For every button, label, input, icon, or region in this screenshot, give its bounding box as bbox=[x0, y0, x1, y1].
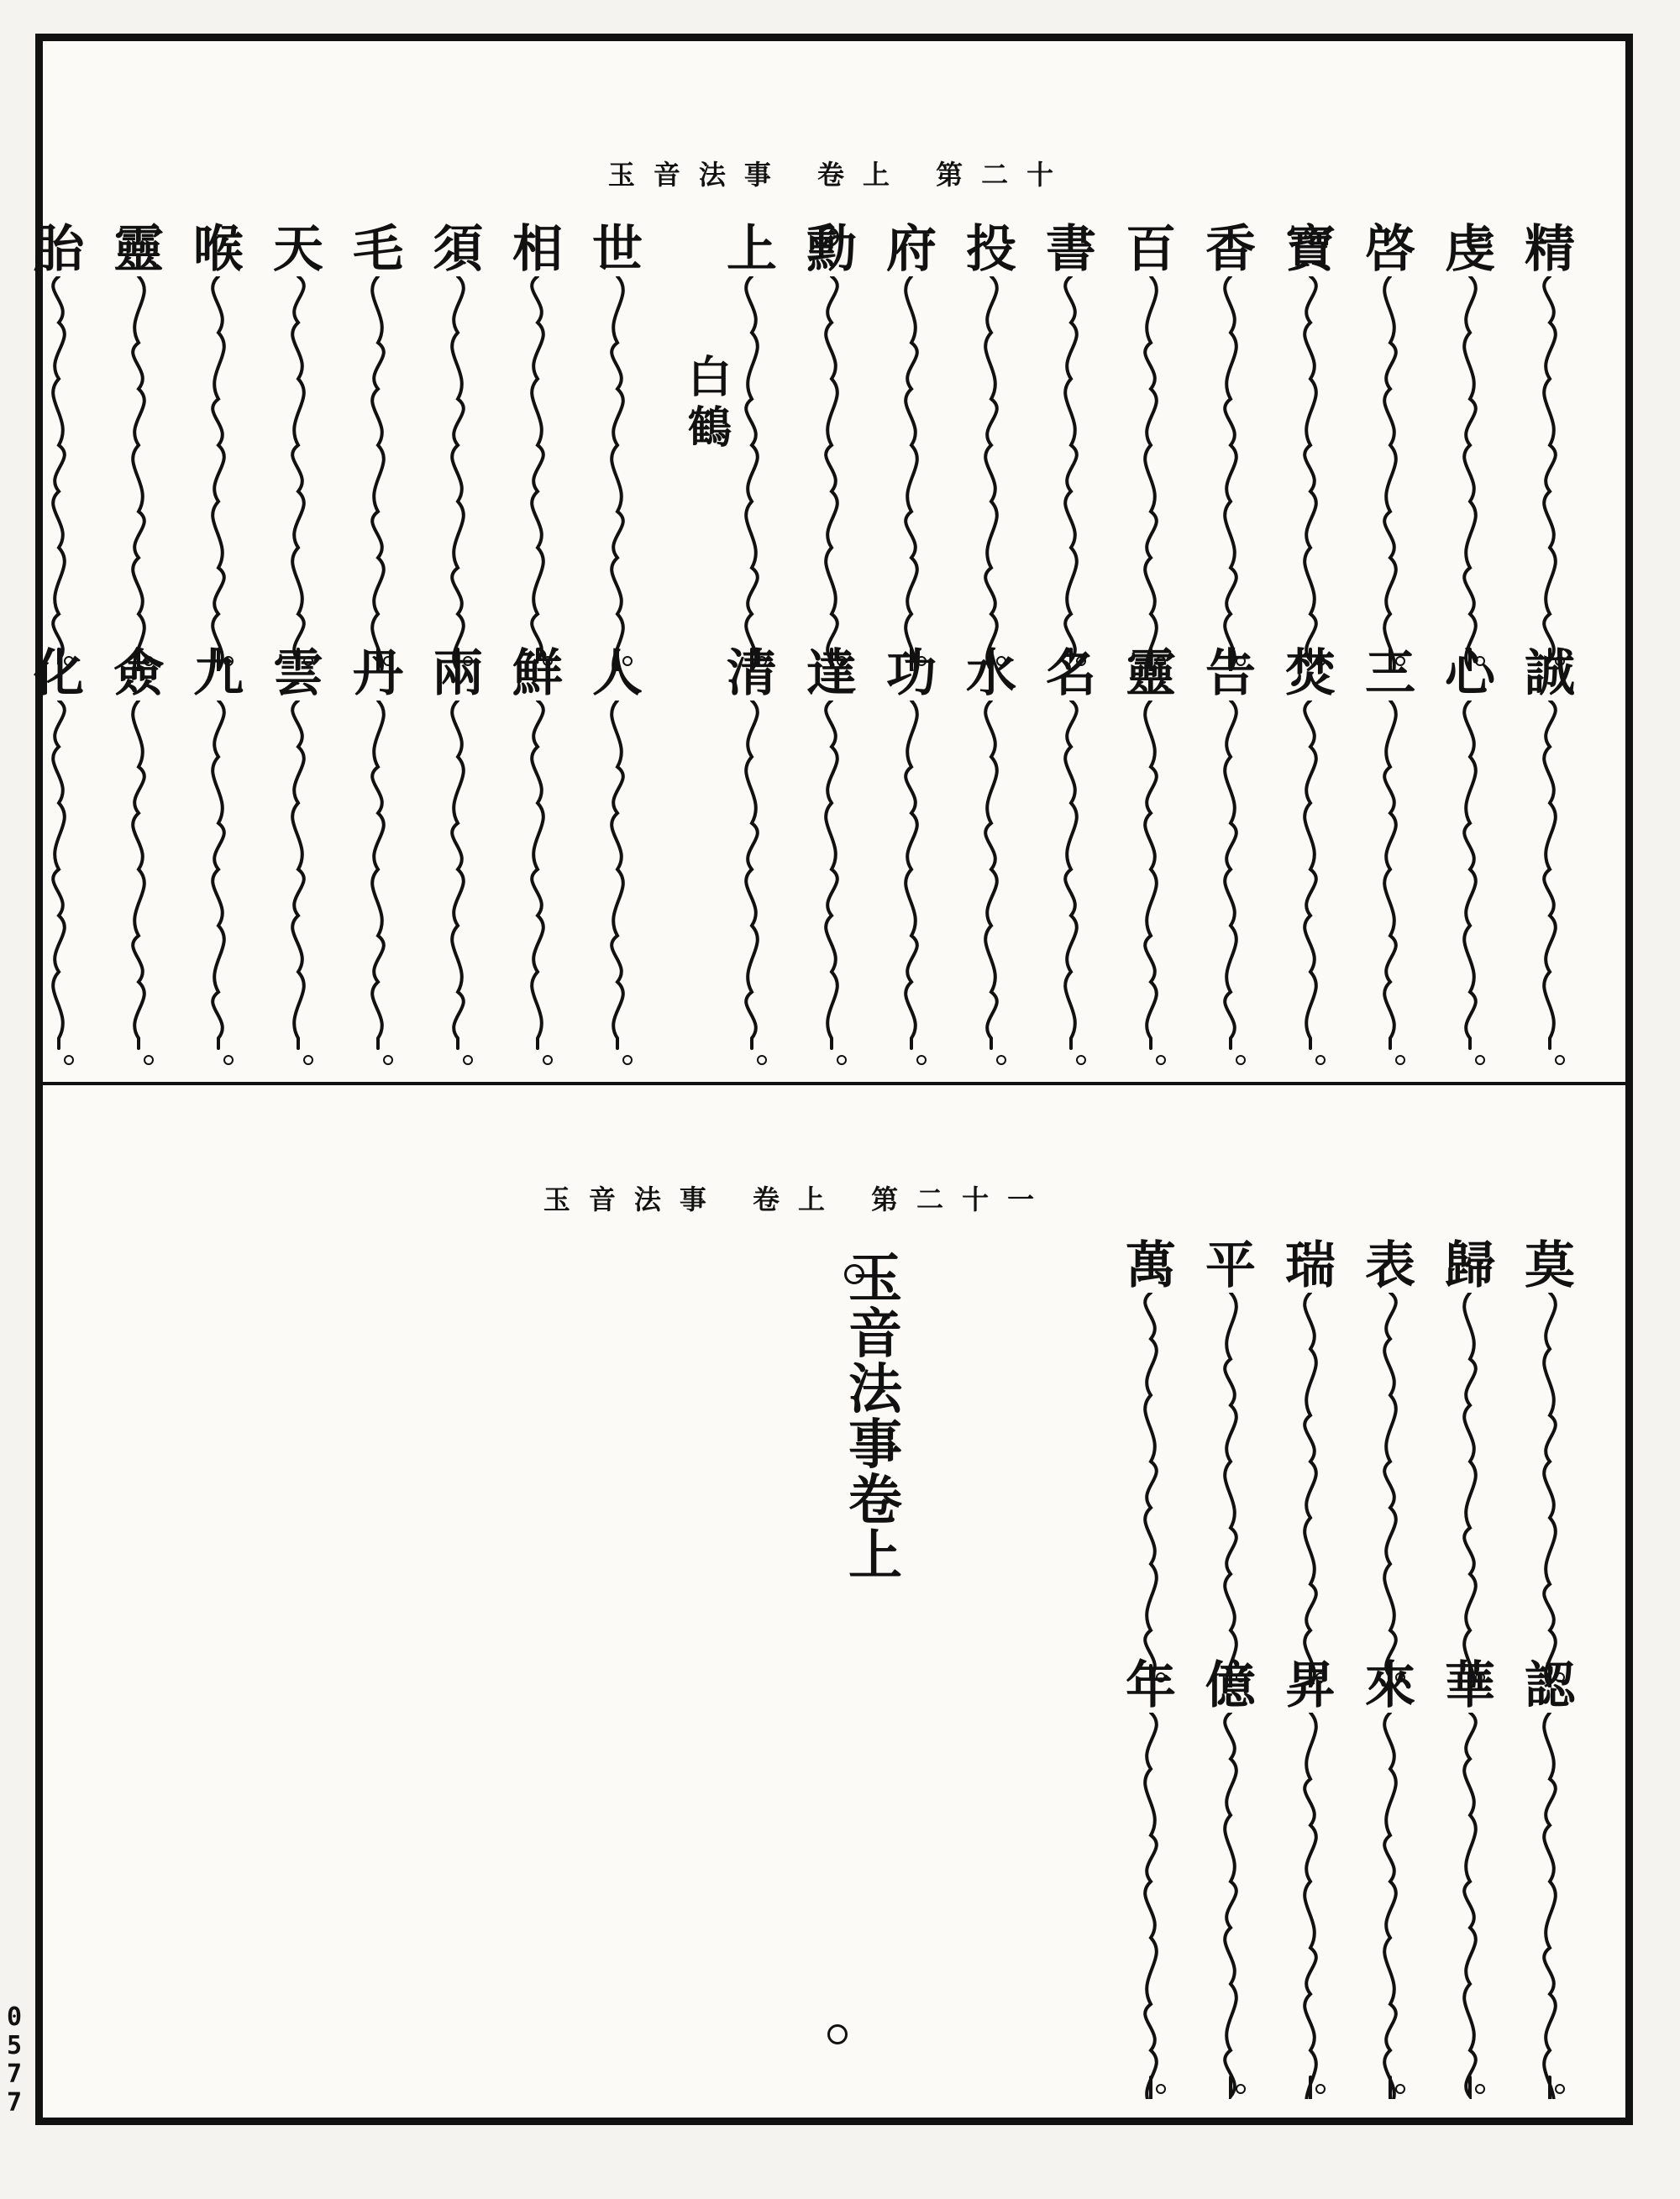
chant-column bbox=[1441, 644, 1499, 1070]
chant-column bbox=[588, 644, 647, 1070]
chant-character: 喉 bbox=[193, 220, 244, 279]
chant-character: 須 bbox=[433, 220, 483, 279]
neume-stroke bbox=[452, 701, 464, 1048]
phrase-end-circle bbox=[623, 1056, 632, 1064]
chant-column bbox=[962, 644, 1021, 1070]
chant-column bbox=[722, 220, 781, 671]
chant-character: 投 bbox=[966, 220, 1016, 279]
neume-line bbox=[1207, 276, 1254, 671]
chant-column bbox=[109, 220, 168, 671]
neume-stroke bbox=[746, 701, 758, 1048]
chant-column bbox=[189, 644, 248, 1070]
chant-character: 僉 bbox=[113, 644, 164, 703]
chant-character: 府 bbox=[886, 220, 937, 279]
chant-column bbox=[349, 644, 407, 1070]
chant-column bbox=[722, 644, 781, 1070]
neume-line bbox=[1047, 276, 1095, 671]
neume-stroke bbox=[1384, 1293, 1396, 1677]
chant-character: 天 bbox=[273, 220, 323, 279]
chant-column bbox=[1201, 1656, 1260, 2099]
neume-line bbox=[808, 701, 855, 1070]
chant-column bbox=[109, 644, 168, 1070]
page-divider bbox=[35, 1082, 1633, 1085]
neume-stroke bbox=[1065, 701, 1077, 1048]
neume-stroke bbox=[906, 276, 917, 671]
chant-column bbox=[1361, 644, 1420, 1070]
chant-column bbox=[802, 220, 861, 671]
chant-character: 化 bbox=[34, 644, 84, 703]
neume-line bbox=[968, 701, 1015, 1070]
neume-stroke bbox=[1305, 701, 1316, 1048]
chant-character: 香 bbox=[1205, 220, 1256, 279]
neume-stroke bbox=[1145, 1293, 1157, 1677]
chant-column bbox=[1361, 220, 1420, 671]
chant-column bbox=[1281, 1656, 1340, 2099]
neume-line bbox=[195, 701, 242, 1070]
chant-column bbox=[1042, 644, 1100, 1070]
page-number-digit: 7 bbox=[6, 2088, 23, 2118]
phrase-end-circle bbox=[997, 1056, 1005, 1064]
chant-character: 百 bbox=[1126, 220, 1176, 279]
chant-column bbox=[802, 644, 861, 1070]
chant-character: 歸 bbox=[1445, 1236, 1495, 1295]
neume-stroke bbox=[1464, 1293, 1476, 1687]
phrase-end-circle bbox=[758, 1056, 766, 1064]
neume-stroke bbox=[532, 701, 543, 1048]
phrase-end-circle bbox=[1396, 2085, 1404, 2093]
chant-character: 清 bbox=[727, 644, 777, 703]
running-header-lower: 玉音法事 卷上 第二十一 bbox=[543, 1183, 1053, 1215]
neume-stroke bbox=[53, 701, 65, 1048]
neume-line bbox=[1367, 1713, 1414, 2099]
neume-stroke bbox=[213, 701, 224, 1048]
neume-stroke bbox=[906, 701, 917, 1048]
neume-stroke bbox=[292, 276, 304, 660]
page-number-digit: 5 bbox=[6, 2031, 23, 2060]
phrase-end-circle bbox=[543, 1056, 552, 1064]
phrase-end-circle bbox=[837, 1056, 846, 1064]
neume-stroke bbox=[1384, 1713, 1396, 2099]
chant-column bbox=[428, 220, 487, 671]
chant-character: 雲 bbox=[273, 644, 323, 703]
neume-line bbox=[1446, 701, 1494, 1070]
neume-stroke bbox=[372, 276, 384, 671]
chant-character: 兩 bbox=[433, 644, 483, 703]
chant-column bbox=[1361, 1236, 1420, 1687]
neume-line bbox=[354, 276, 402, 671]
neume-line bbox=[1367, 276, 1414, 671]
chant-column bbox=[1121, 1236, 1180, 1687]
chant-column bbox=[1121, 644, 1180, 1070]
neume-line bbox=[1526, 276, 1573, 671]
neume-line bbox=[888, 701, 935, 1070]
neume-line bbox=[1207, 1293, 1254, 1687]
chant-character: 水 bbox=[966, 644, 1016, 703]
chant-character: 告 bbox=[1205, 644, 1256, 703]
neume-line bbox=[1207, 1713, 1254, 2099]
neume-line bbox=[1526, 1293, 1573, 1687]
chant-character: 達 bbox=[806, 644, 857, 703]
chant-column bbox=[1520, 644, 1579, 1070]
phrase-end-circle bbox=[1236, 2085, 1245, 2093]
neume-line bbox=[1127, 701, 1174, 1070]
neume-stroke bbox=[1305, 1293, 1316, 1687]
neume-line bbox=[1127, 1713, 1174, 2099]
chant-character: 啓 bbox=[1365, 220, 1415, 279]
chant-character: 億 bbox=[1205, 1656, 1256, 1715]
chant-character: 上 bbox=[727, 220, 777, 279]
chant-column bbox=[428, 644, 487, 1070]
neume-stroke bbox=[1225, 701, 1236, 1048]
chant-character: 年 bbox=[1126, 1656, 1176, 1715]
neume-stroke bbox=[1225, 1713, 1236, 2097]
neume-stroke bbox=[1145, 1713, 1157, 2099]
page-number-digit: 7 bbox=[6, 2060, 23, 2089]
chant-character: 毛 bbox=[353, 220, 403, 279]
neume-stroke bbox=[1464, 1713, 1476, 2097]
chant-column bbox=[189, 220, 248, 671]
chant-column bbox=[269, 220, 328, 671]
neume-line bbox=[968, 276, 1015, 671]
neume-line bbox=[1446, 1713, 1494, 2099]
phrase-end-circle bbox=[384, 1056, 392, 1064]
neume-line bbox=[354, 701, 402, 1070]
neume-stroke bbox=[1145, 276, 1157, 671]
chant-character: 書 bbox=[1046, 220, 1096, 279]
chant-column bbox=[1281, 1236, 1340, 1687]
chant-character: 誠 bbox=[1525, 644, 1575, 703]
neume-line bbox=[1207, 701, 1254, 1070]
phrase-end-circle bbox=[304, 1056, 312, 1064]
chant-character: 相 bbox=[512, 220, 563, 279]
chant-column bbox=[1281, 644, 1340, 1070]
phrase-end-circle bbox=[1157, 2085, 1165, 2093]
chant-column bbox=[1361, 1656, 1420, 2099]
chant-character: 丹 bbox=[353, 644, 403, 703]
neume-line bbox=[1287, 701, 1334, 1070]
neume-stroke bbox=[1544, 701, 1556, 1048]
chant-character: 昇 bbox=[1285, 1656, 1336, 1715]
phrase-end-circle bbox=[1316, 1056, 1325, 1064]
neume-line bbox=[514, 701, 561, 1070]
chant-character: 莫 bbox=[1525, 1236, 1575, 1295]
neume-stroke bbox=[1305, 276, 1316, 660]
phrase-end-circle bbox=[1476, 1056, 1484, 1064]
chant-column bbox=[1121, 1656, 1180, 2099]
chant-column bbox=[1520, 220, 1579, 671]
chant-character: 胎 bbox=[34, 220, 84, 279]
neume-stroke bbox=[1384, 276, 1396, 671]
chant-character: 九 bbox=[193, 644, 244, 703]
neume-line bbox=[1446, 1293, 1494, 1687]
chant-column bbox=[962, 220, 1021, 671]
phrase-end-circle bbox=[1556, 2085, 1564, 2093]
chant-character: 萬 bbox=[1126, 1236, 1176, 1295]
neume-stroke bbox=[826, 701, 837, 1048]
chant-character: 虔 bbox=[1445, 220, 1495, 279]
neume-stroke bbox=[1544, 1713, 1556, 2099]
chant-character: 靈 bbox=[113, 220, 164, 279]
neume-stroke bbox=[612, 276, 623, 671]
neume-stroke bbox=[532, 276, 543, 660]
neume-stroke bbox=[133, 701, 144, 1048]
phrase-end-circle bbox=[144, 1056, 153, 1064]
chant-character: 精 bbox=[1525, 220, 1575, 279]
chant-column bbox=[882, 220, 941, 671]
chant-column bbox=[269, 644, 328, 1070]
neume-line bbox=[1446, 276, 1494, 671]
chant-column bbox=[1281, 220, 1340, 671]
phrase-end-circle bbox=[1236, 1056, 1245, 1064]
chant-column bbox=[1520, 1236, 1579, 1687]
chant-column bbox=[1201, 644, 1260, 1070]
chant-character: 華 bbox=[1445, 1656, 1495, 1715]
neume-stroke bbox=[53, 276, 65, 660]
neume-stroke bbox=[292, 701, 304, 1048]
chant-column bbox=[1441, 1656, 1499, 2099]
colophon-title: 玉音法事卷上 bbox=[848, 1247, 902, 1588]
neume-stroke bbox=[746, 276, 758, 670]
chant-character: 認 bbox=[1525, 1656, 1575, 1715]
neume-line bbox=[115, 701, 162, 1070]
chant-character: 平 bbox=[1205, 1236, 1256, 1295]
neume-line bbox=[434, 276, 481, 671]
chant-character: 三 bbox=[1365, 644, 1415, 703]
neume-line bbox=[1127, 1293, 1174, 1687]
neume-stroke bbox=[1384, 701, 1396, 1048]
chant-character: 心 bbox=[1445, 644, 1495, 703]
neume-stroke bbox=[1065, 276, 1077, 660]
neume-line bbox=[1127, 276, 1174, 671]
neume-stroke bbox=[133, 276, 144, 671]
chant-column bbox=[508, 644, 567, 1070]
neume-stroke bbox=[372, 701, 384, 1048]
chant-column bbox=[588, 220, 647, 671]
neume-line bbox=[275, 701, 322, 1070]
phrase-end-circle bbox=[1316, 2085, 1325, 2093]
neume-line bbox=[888, 276, 935, 671]
neume-line bbox=[514, 276, 561, 671]
marker-ring bbox=[819, 227, 839, 247]
neume-line bbox=[35, 701, 82, 1070]
chant-column bbox=[882, 644, 941, 1070]
running-header-upper: 玉音法事 卷上 第二十 bbox=[607, 159, 1073, 191]
neume-stroke bbox=[1544, 276, 1556, 660]
chant-character: 焚 bbox=[1285, 644, 1336, 703]
chant-character: 功 bbox=[886, 644, 937, 703]
chant-character: 人 bbox=[592, 644, 643, 703]
neume-line bbox=[1287, 276, 1334, 671]
chant-column bbox=[1121, 220, 1180, 671]
phrase-end-circle bbox=[1077, 1056, 1085, 1064]
phrase-end-circle bbox=[1476, 2085, 1484, 2093]
section-title-baihe: 白鶴 bbox=[687, 352, 732, 454]
neume-stroke bbox=[1225, 276, 1236, 670]
phrase-end-circle bbox=[464, 1056, 472, 1064]
chant-character: 勳 bbox=[806, 220, 857, 279]
neume-line bbox=[1526, 701, 1573, 1070]
neume-line bbox=[728, 276, 775, 671]
neume-line bbox=[1287, 1713, 1334, 2099]
neume-stroke bbox=[1145, 701, 1157, 1048]
chant-character: 來 bbox=[1365, 1656, 1415, 1715]
neume-line bbox=[1526, 1713, 1573, 2099]
neume-line bbox=[594, 701, 641, 1070]
neume-line bbox=[1367, 701, 1414, 1070]
chant-character: 鮮 bbox=[512, 644, 563, 703]
neume-stroke bbox=[1544, 1293, 1556, 1687]
chant-column bbox=[1042, 220, 1100, 671]
marker-ring bbox=[844, 1264, 864, 1284]
chant-column bbox=[1441, 1236, 1499, 1687]
phrase-end-circle bbox=[65, 1056, 73, 1064]
neume-line bbox=[728, 701, 775, 1070]
neume-stroke bbox=[1305, 1713, 1316, 2099]
chant-character: 靈 bbox=[1126, 644, 1176, 703]
neume-stroke bbox=[213, 276, 224, 670]
chant-character: 世 bbox=[592, 220, 643, 279]
page-number-digit: 0 bbox=[6, 2002, 23, 2032]
chant-column bbox=[29, 644, 88, 1070]
neume-line bbox=[35, 276, 82, 671]
chant-character: 表 bbox=[1365, 1236, 1415, 1295]
neume-stroke bbox=[1225, 1293, 1236, 1687]
neume-stroke bbox=[1464, 276, 1476, 670]
phrase-end-circle bbox=[1556, 1056, 1564, 1064]
chant-column bbox=[1441, 220, 1499, 671]
phrase-end-circle bbox=[224, 1056, 233, 1064]
chant-column bbox=[349, 220, 407, 671]
neume-line bbox=[115, 276, 162, 671]
phrase-end-circle bbox=[917, 1056, 926, 1064]
neume-line bbox=[195, 276, 242, 671]
neume-line bbox=[275, 276, 322, 671]
neume-stroke bbox=[985, 701, 997, 1048]
neume-line bbox=[1047, 701, 1095, 1070]
phrase-end-circle bbox=[1396, 1056, 1404, 1064]
neume-line bbox=[1367, 1293, 1414, 1687]
neume-line bbox=[1287, 1293, 1334, 1687]
chant-character: 瑞 bbox=[1285, 1236, 1336, 1295]
page-number bbox=[2, 2003, 27, 2118]
neume-line bbox=[434, 701, 481, 1070]
neume-line bbox=[594, 276, 641, 671]
neume-stroke bbox=[826, 276, 837, 660]
chant-column bbox=[508, 220, 567, 671]
chant-character: 名 bbox=[1046, 644, 1096, 703]
chant-column bbox=[1520, 1656, 1579, 2099]
neume-stroke bbox=[985, 276, 997, 670]
neume-stroke bbox=[1464, 701, 1476, 1048]
chant-column bbox=[1201, 220, 1260, 671]
chant-column bbox=[29, 220, 88, 671]
phrase-end-circle bbox=[1157, 1056, 1165, 1064]
neume-stroke bbox=[612, 701, 623, 1048]
chant-column bbox=[1201, 1236, 1260, 1687]
chant-character: 寶 bbox=[1285, 220, 1336, 279]
marker-ring bbox=[827, 2024, 848, 2044]
neume-stroke bbox=[452, 276, 464, 670]
neume-line bbox=[808, 276, 855, 671]
